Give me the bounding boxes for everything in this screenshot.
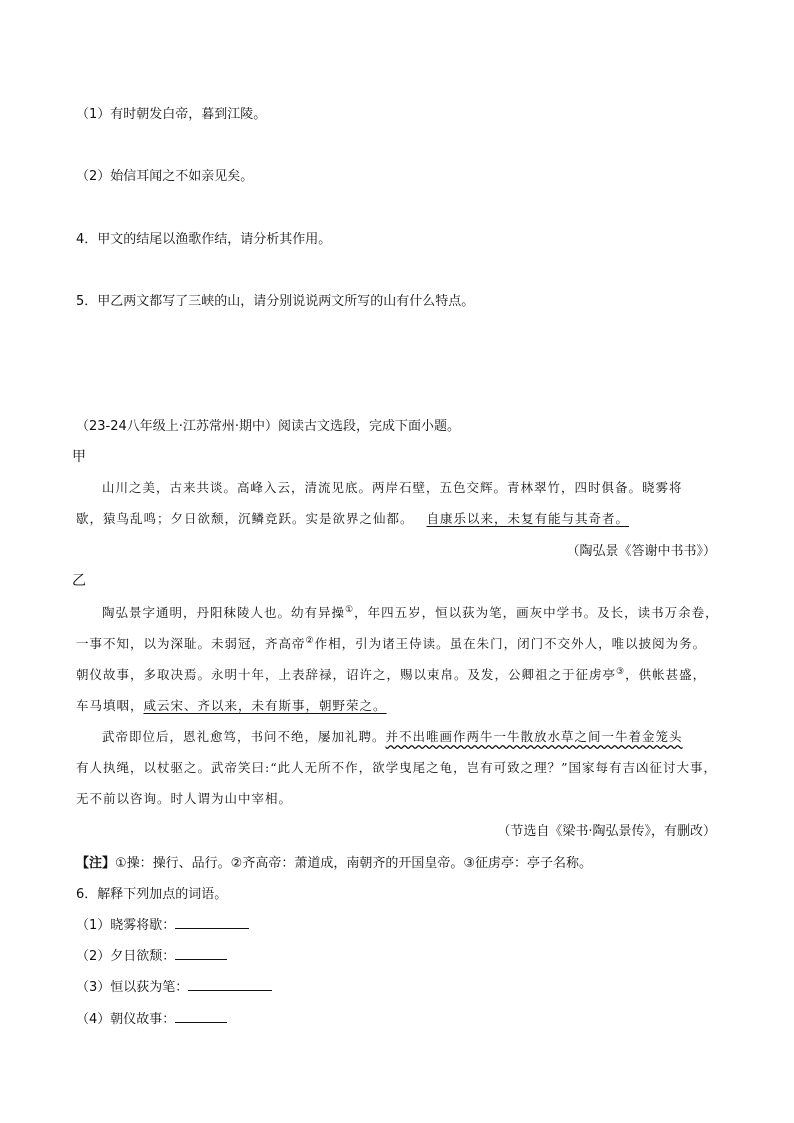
passage-jia-line-2 [76,509,629,527]
passage-yi-label: 乙 [72,573,86,589]
notes-label: 【注】 [76,856,116,871]
question-1-translation: （1）有时朝发白帝，暮到江陵。 [76,107,267,122]
passage-yi-line-1 [102,603,719,621]
passage-yi-source: （节选自《梁书·陶弘景传》，有删改） [497,824,716,839]
answer-blank-4[interactable] [175,1009,227,1023]
passage-yi-line-2-b: 作相，引为诸王侍读。虽在朱门，闭门不交外人，唯以披阅为务。 [314,636,707,651]
question-6-item-1-label: （1）晓雾将歇： [76,918,176,933]
section-intro: （23-24八年级上·江苏常州·期中）阅读古文选段，完成下面小题。 [76,419,461,434]
answer-blank-1[interactable] [175,915,249,929]
passage-yi-line-3 [76,665,706,683]
passage-yi-line-6: 有人执绳，以杖驱之。武帝笑曰:“此人无所不作，欲学曳尾之龟，岂有可致之理？”国家每有吉凶征讨大事， [76,760,717,775]
question-5 [76,290,474,309]
question-2-translation: （2）始信耳闻之不如亲见矣。 [76,169,254,184]
underlined-sentence-jia: 自康乐以来，未复有能与其奇者。 [426,511,630,526]
wavy-underlined-sentence: 并不出唯画作两牛一牛散放水草之间一牛着金笼头 [385,729,683,744]
footnote-marker-3: ③ [616,666,626,677]
question-4-text: 4．甲文的结尾以渔歌作结，请分析其作用。 [76,232,332,247]
passage-yi-line-2-a: 一事不知，以为深耻。未弱冠，齐高帝 [76,636,306,651]
question-6-item-2-label: （2）夕日欲颓： [76,949,176,964]
passage-yi-line-1-b: ，年四五岁，恒以荻为笔，画灰中学书。及长，读书万余卷， [354,605,719,620]
passage-yi-line-5-a: 武帝即位后，恩礼愈笃，书问不绝，屡加礼聘。 [102,729,386,744]
notes-text: ①操：操行、品行。②齐高帝：萧道成，南朝齐的开国皇帝。③征虏亭：亭子名称。 [115,856,592,871]
answer-blank-3[interactable] [188,977,272,991]
question-6-item-3-label: （3）恒以荻为笔： [76,980,189,995]
question-6-title: 6．解释下列加点的词语。 [76,887,228,902]
passage-yi-line-4 [76,696,387,714]
passage-jia-line-1: 山川之美，古来共谈。高峰入云，清流见底。两岸石壁，五色交辉。青林翠竹，四时俱备。晓雾将 [102,480,683,495]
passage-jia-line-2-text: 歇，猿鸟乱鸣；夕日欲颓，沉鳞竞跃。实是欲界之仙都。 [76,511,414,526]
passage-yi-line-3-b: ，供帐甚盛， [625,667,707,682]
answer-blank-2[interactable] [175,946,227,960]
passage-yi-line-4-a: 车马填咽， [76,698,144,713]
passage-yi-line-7: 无不前以咨询。时人谓为山中宰相。 [76,791,293,806]
passage-yi-line-5 [102,727,683,745]
question-6-item-1[interactable] [76,914,249,933]
passage-jia-label: 甲 [72,449,86,465]
question-5-text: 5．甲乙两文都写了三峡的山，请分别说说两文所写的山有什么特点。 [76,294,475,309]
question-6-item-4-label: （4）朝仪故事： [76,1012,176,1027]
passage-yi-line-3-a: 朝仪故事，多取决焉。永明十年，上表辞禄，诏许之，赐以束帛。及发，公卿祖之于征虏亭 [76,667,617,682]
question-6-item-3[interactable] [76,976,272,995]
underlined-sentence-yi-1: 咸云宋、齐以来，未有斯事，朝野荣之。 [143,698,387,713]
question-6-item-2[interactable] [76,945,227,964]
footnote-marker-1: ① [345,604,355,615]
question-6-item-4[interactable] [76,1008,227,1027]
passage-jia-source: （陶弘景《答谢中书书》） [566,544,716,559]
notes [76,852,592,871]
passage-yi-line-1-a: 陶弘景字通明，丹阳秣陵人也。幼有异操 [102,605,346,620]
question-4 [76,228,331,247]
passage-yi-line-2 [76,634,706,652]
footnote-marker-2: ② [305,635,315,646]
